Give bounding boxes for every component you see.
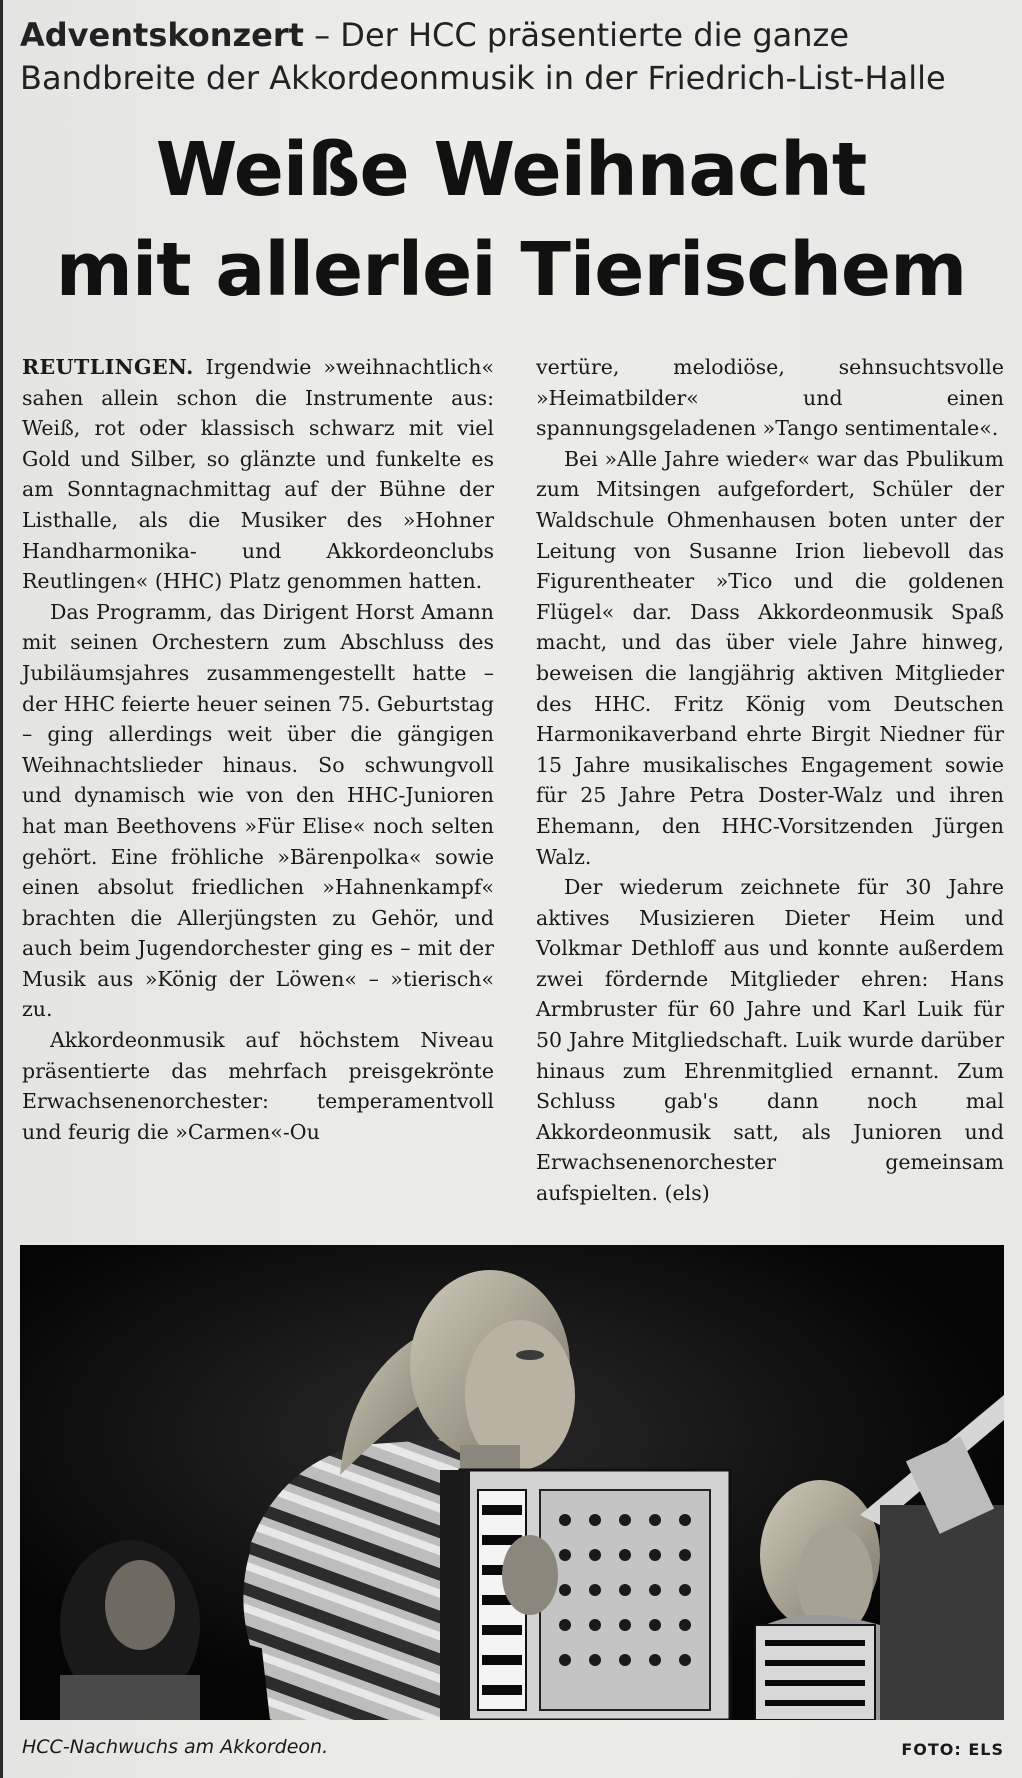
concert-photo [20,1245,1004,1720]
kicker-keyword: Adventskonzert [20,16,304,54]
headline-line-2: mit allerlei Tierischem [55,227,967,313]
kicker-text: – Der HCC präsentierte die ganze Bandbreite der Akkordeonmusik in der Friedrich-List-Halle [20,16,946,97]
paragraph-4: vertüre, melodiöse, sehnsuchtsvolle »Heimatbilder« und einen spannungsgeladenen »Tango sentimentale«. [536,355,1004,441]
article-column-left [22,352,494,1147]
article-headline [0,120,1022,320]
paragraph-5: Bei »Alle Jahre wieder« war das Pbulikum zum Mitsingen aufgefordert, Schüler der Waldschule Ohmenhausen boten unter der Leitung von Susanne Irion liebevoll das Figurentheater »Tico und die goldenen Flügel« dar. Dass Akkordeonmusik Spaß macht, und das über viele Jahre hinweg, beweisen die langjährig aktiven Mitglieder des HHC. Fritz König vom Deutschen Harmonikaverband ehrte Birgit Niedner für 15 Jahre musikalisches Engagement sowie für 25 Jahre Petra Doster-Walz und ihren Ehemann, den HHC-Vorsitzenden Jürgen Walz. [536,446,1004,869]
paragraph-6: Der wiederum zeichnete für 30 Jahre aktives Musizieren Dieter Heim und Volkmar Dethloff aus und konnte außerdem zwei fördernde Mitglieder ehren: Hans Armbruster für 60 Jahre und Karl Luik für 50 Jahre Mitgliedschaft. Luik wurde darüber hinaus zum Ehrenmitglied ernannt. Zum Schluss gab's dann noch mal Akkordeonmusik satt, als Junioren und Erwachsenenorchester gemeinsam aufspielten. (els) [536,875,1004,1206]
paragraph-2: Das Programm, das Dirigent Horst Amann mit seinen Orchestern zum Abschluss des Jubiläumsjahres zusammengestellt hatte – der HHC feierte heuer seinen 75. Geburtstag – ging allerdings weit über die gängigen Weihnachtslieder hinaus. So schwungvoll und dynamisch wie von den HHC-Junioren hat man Beethovens »Für Elise« noch selten gehört. Eine fröhliche »Bärenpolka« sowie einen absolut friedlichen »Hahnenkampf« brachten die Allerjüngsten zu Gehör, und auch beim Jugendorchester ging es – mit der Musik aus »König der Löwen« – »tierisch« zu. [22,599,494,1022]
accordion-players-image [20,1245,1004,1720]
photo-caption: HCC-Nachwuchs am Akkordeon. [22,1736,329,1758]
article-column-right [536,352,1004,1209]
paragraph-3: Akkordeonmusik auf höchstem Niveau präsentierte das mehrfach preisgekrönte Erwachsenenorchester: temperamentvoll und feurig die »Carmen«-Ou [22,1028,494,1144]
paragraph-1-text: Irgendwie »weihnachtlich« sahen allein schon die Instrumente aus: Weiß, rot oder klassisch schwarz mit viel Gold und Silber, so glänzte und funkelte es am Sonntagnachmittag auf der Bühne der Listhalle, als die Musiker des »Hohner Handharmonika- und Akkordeonclubs Reutlingen« (HHC) Platz genommen hatten. [22,355,494,594]
photo-credit: FOTO: ELS [901,1740,1004,1759]
article-kicker [20,14,1005,100]
dateline: REUTLINGEN. [22,355,194,379]
headline-line-1: Weiße Weihnacht [155,127,867,213]
paragraph-1 [22,352,494,597]
